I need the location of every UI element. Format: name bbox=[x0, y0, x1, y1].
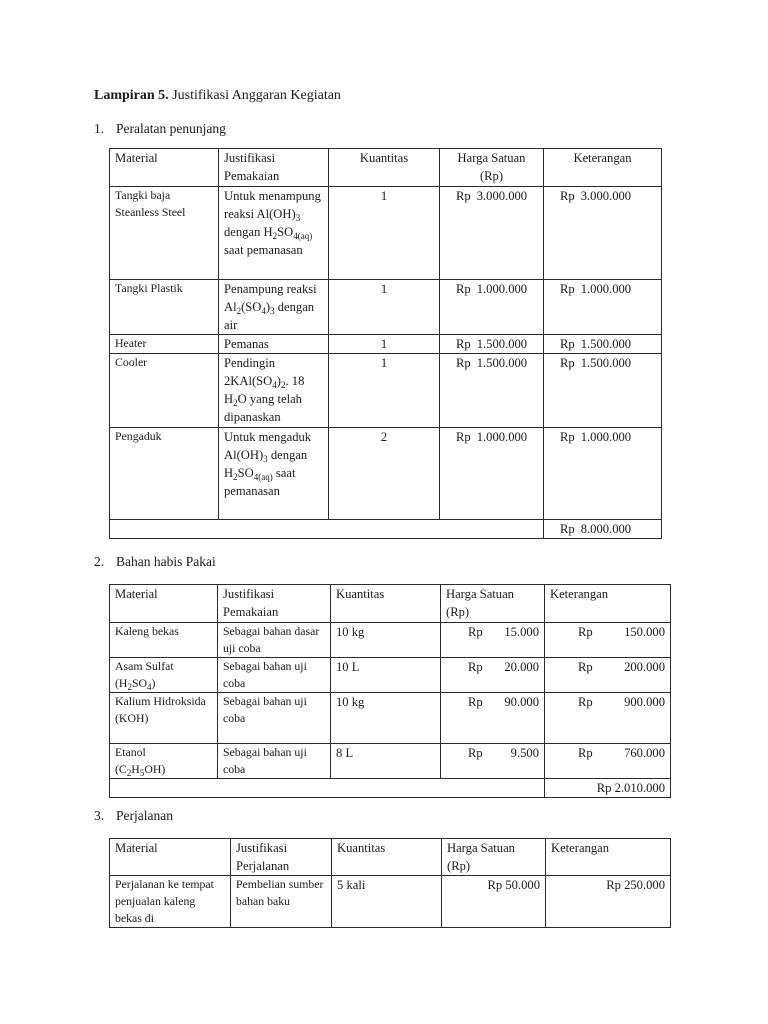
header-cell: Kuantitas bbox=[331, 585, 441, 623]
quantity-cell: 10 L bbox=[331, 658, 441, 693]
header-cell: Material bbox=[110, 149, 219, 187]
total-spacer bbox=[110, 779, 545, 798]
quantity-cell: 1 bbox=[329, 280, 440, 335]
header-cell: Keterangan bbox=[544, 149, 662, 187]
header-cell: Kuantitas bbox=[332, 839, 442, 876]
note-cell: Rp 1.500.000 bbox=[544, 354, 662, 428]
table-row bbox=[110, 428, 662, 520]
justification-cell: Sebagai bahan dasar uji coba bbox=[218, 623, 331, 658]
quantity-cell: 1 bbox=[329, 354, 440, 428]
header-cell: Kuantitas bbox=[329, 149, 440, 187]
table-total-row bbox=[110, 779, 671, 798]
note-cell: Rp 1.000.000 bbox=[544, 280, 662, 335]
material-cell: Pengaduk bbox=[110, 428, 219, 520]
quantity-cell: 10 kg bbox=[331, 693, 441, 744]
table-header-row bbox=[110, 839, 671, 876]
justification-cell: Sebagai bahan uji coba bbox=[218, 744, 331, 779]
section-heading-2: 2. Bahan habis Pakai bbox=[94, 554, 216, 569]
note-cell: Rp 200.000 bbox=[545, 658, 671, 693]
total-cell: Rp 8.000.000 bbox=[544, 520, 662, 539]
header-cell: Harga Satuan (Rp) bbox=[440, 149, 544, 187]
note-cell: Rp 760.000 bbox=[545, 744, 671, 779]
quantity-cell: 10 kg bbox=[331, 623, 441, 658]
section-heading-1: 1. Peralatan penunjang bbox=[94, 121, 226, 136]
total-spacer bbox=[110, 520, 544, 539]
table-header-row bbox=[110, 149, 662, 187]
table-row bbox=[110, 693, 671, 744]
quantity-cell: 2 bbox=[329, 428, 440, 520]
price-cell: Rp 20.000 bbox=[441, 658, 545, 693]
justification-cell: Pendingin $2KAl(SO_4)_2$. 18 $H_2O$ yang telah dipanaskan bbox=[219, 354, 329, 428]
page-title: Lampiran 5. Justifikasi Anggaran Kegiatan bbox=[94, 88, 341, 103]
table-header-row bbox=[110, 585, 671, 623]
table-row bbox=[110, 335, 662, 354]
header-cell: Justifikasi Pemakaian bbox=[219, 149, 329, 187]
price-cell: Rp 15.000 bbox=[441, 623, 545, 658]
material-cell: Tangki Plastik bbox=[110, 280, 219, 335]
note-cell: Rp 3.000.000 bbox=[544, 187, 662, 280]
table-total-row bbox=[110, 520, 662, 539]
header-cell: Material bbox=[110, 839, 231, 876]
table-row bbox=[110, 623, 671, 658]
header-cell: Material bbox=[110, 585, 218, 623]
price-cell: Rp 1.000.000 bbox=[440, 280, 544, 335]
header-cell: Keterangan bbox=[545, 585, 671, 623]
note-cell: Rp 1.000.000 bbox=[544, 428, 662, 520]
header-cell: Harga Satuan (Rp) bbox=[442, 839, 546, 876]
price-cell: Rp 3.000.000 bbox=[440, 187, 544, 280]
price-cell: Rp 1.500.000 bbox=[440, 335, 544, 354]
justification-cell: Sebagai bahan uji coba bbox=[218, 658, 331, 693]
note-cell: Rp 900.000 bbox=[545, 693, 671, 744]
table-perjalanan bbox=[109, 838, 671, 928]
note-cell: Rp 250.000 bbox=[546, 876, 671, 928]
material-cell: Etanol $(C_2H_5OH)$ bbox=[110, 744, 218, 779]
quantity-cell: 5 kali bbox=[332, 876, 442, 928]
quantity-cell: 8 L bbox=[331, 744, 441, 779]
header-cell: Keterangan bbox=[546, 839, 671, 876]
justification-cell: Pemanas bbox=[219, 335, 329, 354]
price-cell: Rp 1.500.000 bbox=[440, 354, 544, 428]
note-cell: Rp 150.000 bbox=[545, 623, 671, 658]
quantity-cell: 1 bbox=[329, 335, 440, 354]
material-cell: Asam Sulfat $(H_2SO_4)$ bbox=[110, 658, 218, 693]
table-row bbox=[110, 280, 662, 335]
material-cell: Heater bbox=[110, 335, 219, 354]
table-row bbox=[110, 658, 671, 693]
justification-cell: Pembelian sumber bahan baku bbox=[231, 876, 332, 928]
price-cell: Rp 1.000.000 bbox=[440, 428, 544, 520]
section-heading-3: 3. Perjalanan bbox=[94, 808, 173, 823]
justification-cell: Sebagai bahan uji coba bbox=[218, 693, 331, 744]
price-cell: Rp 50.000 bbox=[442, 876, 546, 928]
material-cell: Kaleng bekas bbox=[110, 623, 218, 658]
table-row bbox=[110, 187, 662, 280]
justification-cell: Penampung reaksi $Al_2(SO_4)_3$ dengan air bbox=[219, 280, 329, 335]
justification-cell: Untuk mengaduk $Al(OH)_3$ dengan $H_2SO_{4(aq)}$ saat pemanasan bbox=[219, 428, 329, 520]
table-row bbox=[110, 876, 671, 928]
header-cell: Justifikasi Pemakaian bbox=[218, 585, 331, 623]
price-cell: Rp 90.000 bbox=[441, 693, 545, 744]
justification-cell: Untuk menampung reaksi $Al(OH)_3$ dengan $H_2SO_{4(aq)}$ saat pemanasan bbox=[219, 187, 329, 280]
table-bahan bbox=[109, 584, 671, 798]
total-cell: Rp 2.010.000 bbox=[545, 779, 671, 798]
material-cell: Kalium Hidroksida (KOH) bbox=[110, 693, 218, 744]
table-row bbox=[110, 744, 671, 779]
material-cell: Tangki baja Steanless Steel bbox=[110, 187, 219, 280]
table-peralatan bbox=[109, 148, 662, 539]
quantity-cell: 1 bbox=[329, 187, 440, 280]
note-cell: Rp 1.500.000 bbox=[544, 335, 662, 354]
table-row bbox=[110, 354, 662, 428]
header-cell: Harga Satuan (Rp) bbox=[441, 585, 545, 623]
price-cell: Rp 9.500 bbox=[441, 744, 545, 779]
material-cell: Cooler bbox=[110, 354, 219, 428]
material-cell: Perjalanan ke tempat penjualan kaleng bekas di bbox=[110, 876, 231, 928]
header-cell: Justifikasi Perjalanan bbox=[231, 839, 332, 876]
